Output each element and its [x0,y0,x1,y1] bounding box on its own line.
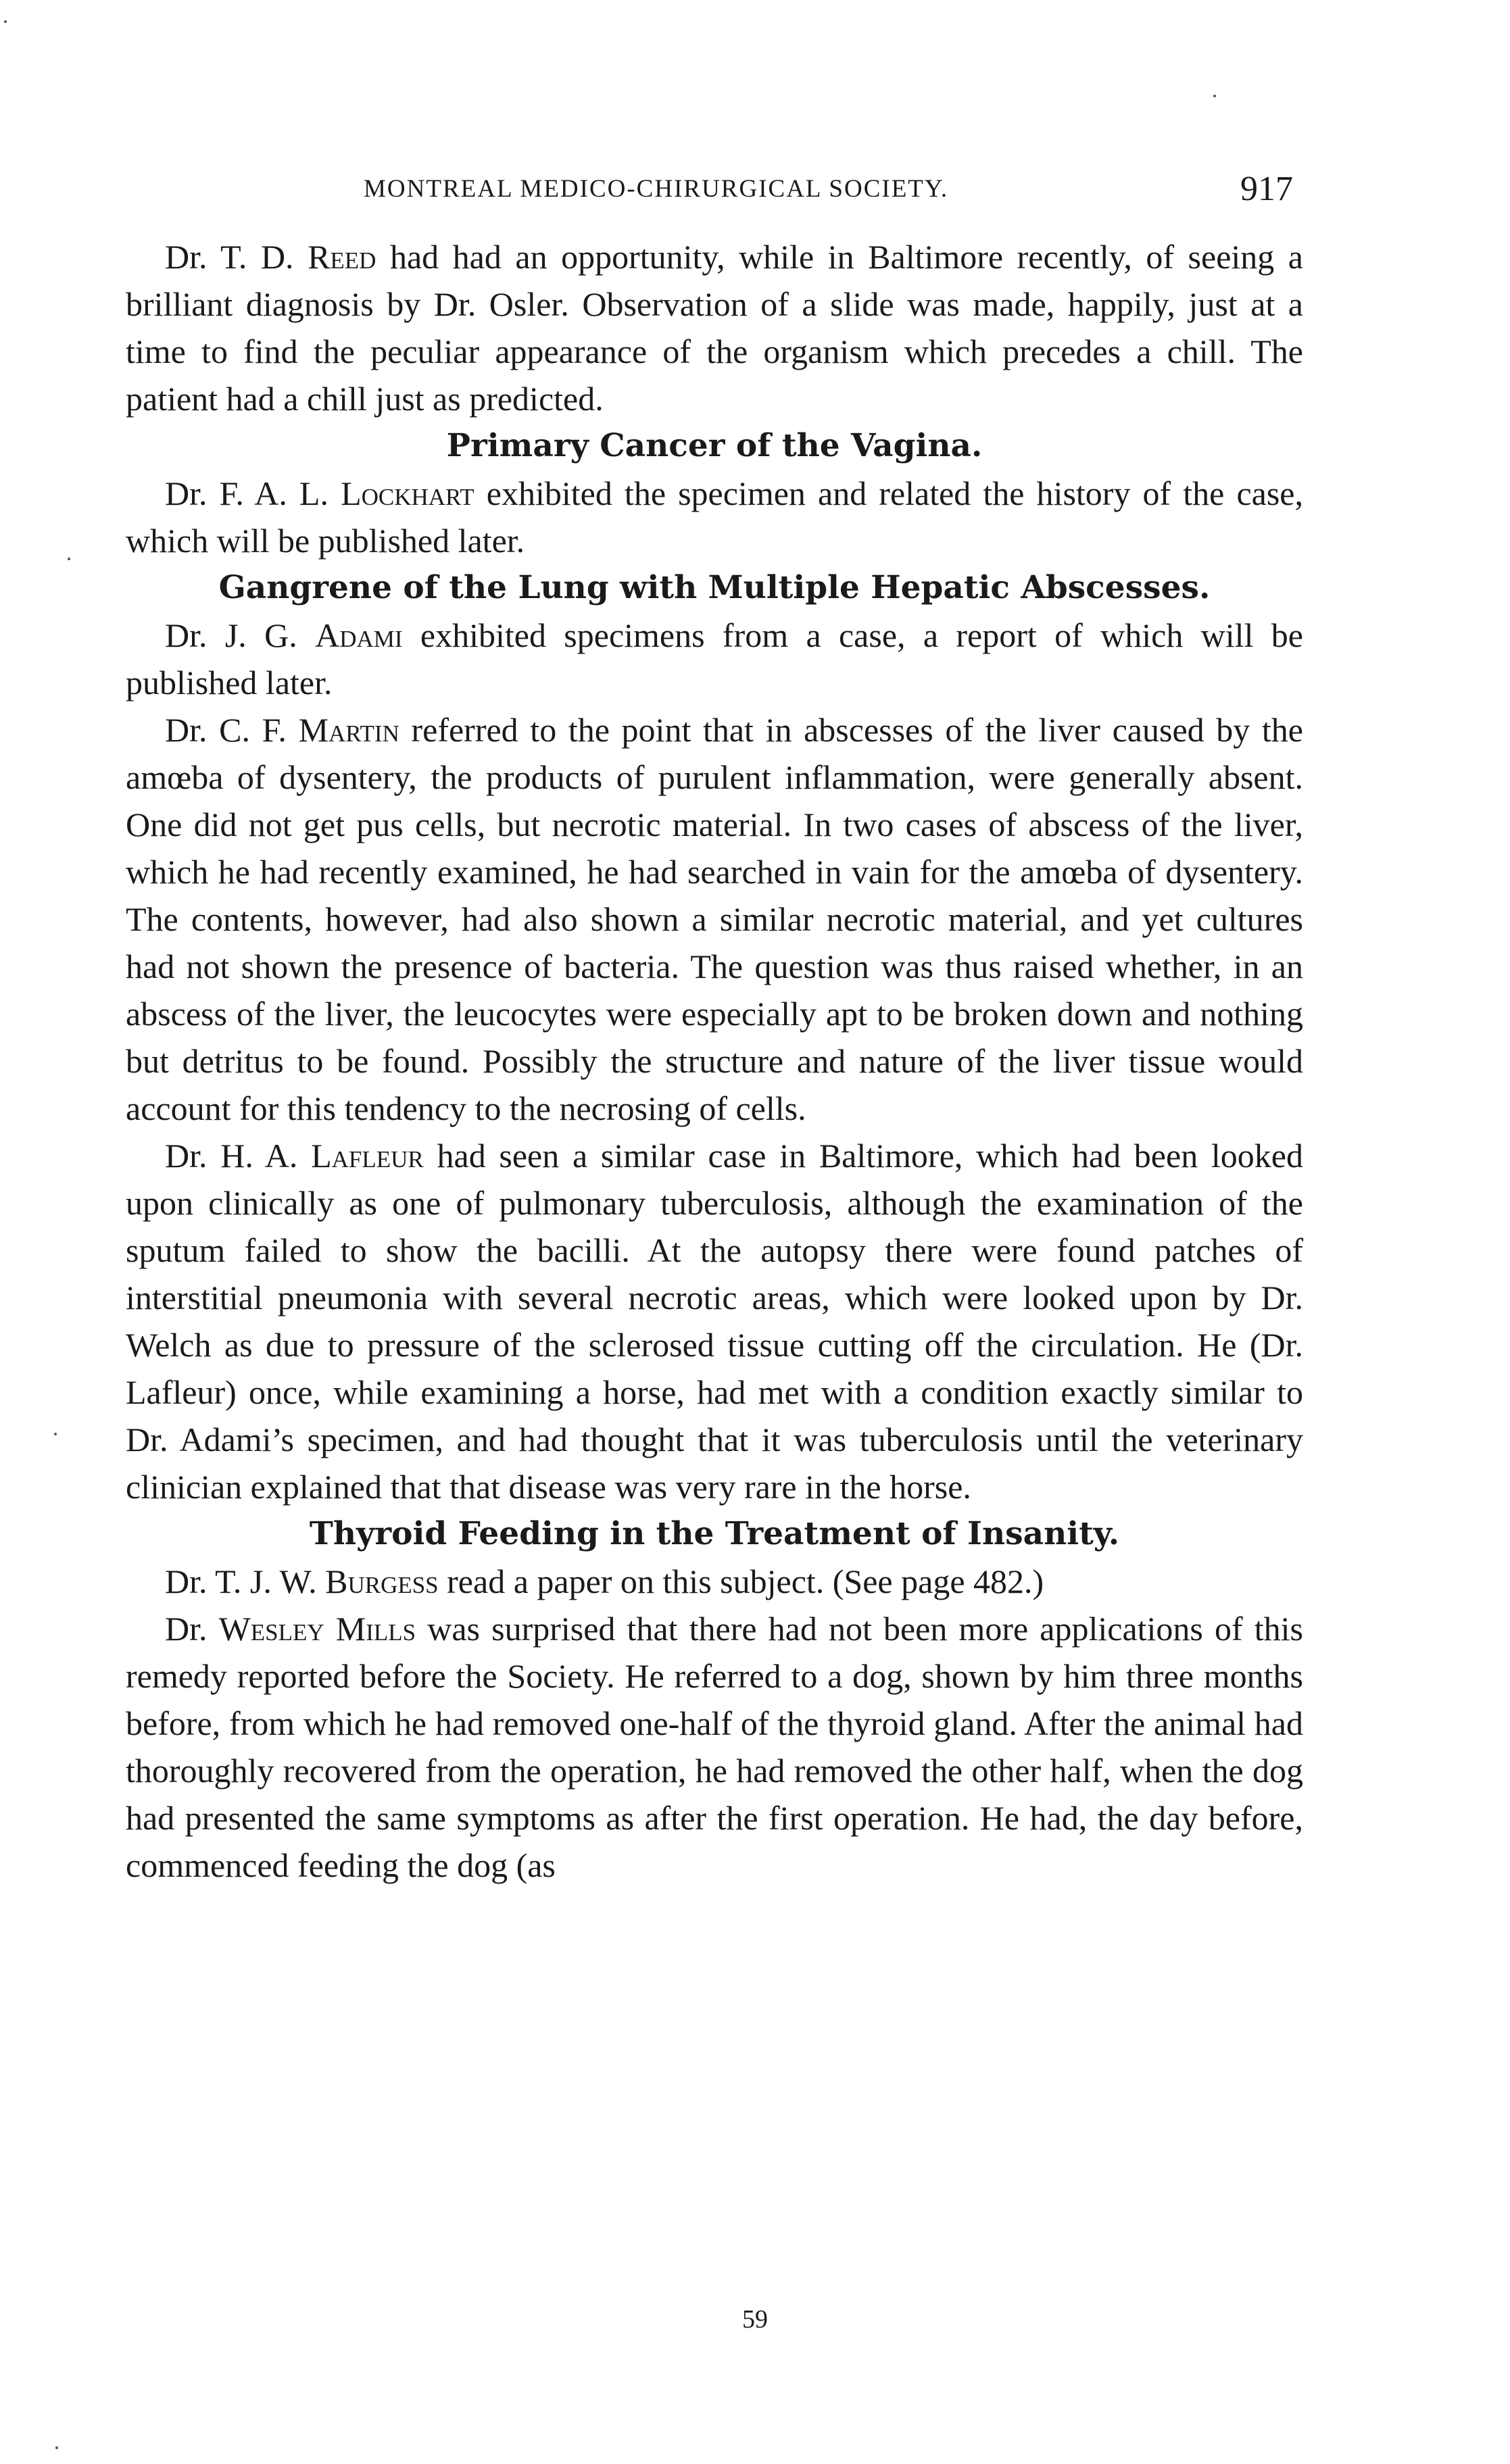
speaker-lead: Dr. T. D. [165,238,308,276]
paragraph-text: read a paper on this subject. (See page 482.) [438,1562,1044,1600]
paragraph-reed [126,233,1303,422]
speaker-lead: Dr. [165,1610,219,1648]
speaker-name: Martin [298,711,399,749]
paragraph-lafleur [126,1132,1303,1510]
speaker-name: Wesley Mills [218,1610,416,1648]
section-heading-thyroid: Thyroid Feeding in the Treatment of Insanity. [309,1515,1120,1552]
paragraph-lockhart [126,470,1303,564]
speaker-lead: Dr. J. G. [165,616,316,654]
page-number: 917 [1240,170,1293,208]
scan-speck [4,20,7,23]
paragraph-text: had seen a similar case in Baltimore, which had been looked upon clinically as one of pulmonary tuberculosis, although the examination of the sputum failed to show the bacilli. At the autopsy there were found patches of interstitial pneumonia with several necrotic areas, which were looked upon by Dr. Welch as due to pressure of the sclerosed tissue cutting off the circulation. He (Dr. Lafleur) once, while examining a horse, had met with a condition exactly similar to Dr. Adami’s specimen, and had thought that it was tuberculosis until the veterinary clinician explained that that disease was very rare in the horse. [126,1137,1303,1506]
paragraph-martin [126,706,1303,1132]
body-text [126,233,1303,1889]
speaker-name: Reed [308,238,376,276]
paragraph-burgess [126,1558,1303,1605]
scan-speck [68,558,70,560]
speaker-name: Burgess [325,1562,439,1600]
paragraph-text: referred to the point that in abscesses of the liver caused by the amœba of dysentery, the products of purulent inflammation, were generally absent. One did not get pus cells, but necrotic material. In two cases of abscess of the liver, which he had recently examined, he had searched in vain for the amœba of dysentery. The contents, however, had also shown a similar necrotic material, and yet cultures had not shown the presence of bacteria. The question was thus raised whether, in an abscess of the liver, the leucocytes were especially apt to be broken down and nothing but detritus to be found. Possibly the structure and nature of the liver tissue would account for this tendency to the necrosing of cells. [126,711,1303,1127]
speaker-lead: Dr. T. J. W. [165,1562,326,1600]
paragraph-text: had had an opportunity, while in Baltimore recently, of seeing a brilliant diagnosis by Dr. Osler. Observation of a slide was made, happily, just at a time to find the peculiar appearance of the organism which precedes a chill. The patient had a chill just as predicted. [126,238,1303,418]
paragraph-text: exhibited the specimen and related the history of the case, which will be published later. [126,474,1303,560]
paragraph-text: exhibited specimens from a case, a report of which will be published later. [126,616,1303,701]
speaker-name: Lafleur [311,1137,424,1175]
speaker-lead: Dr. F. A. L. [165,474,341,512]
scan-speck [54,1433,57,1435]
paragraph-mills [126,1605,1303,1889]
paragraph-adami [126,612,1303,706]
speaker-lead: Dr. C. F. [165,711,299,749]
section-heading-gangrene: Gangrene of the Lung with Multiple Hepatic Abscesses. [218,569,1211,606]
speaker-name: Adami [315,616,403,654]
paragraph-text: was surprised that there had not been more applications of this remedy reported before the Society. He referred to a dog, shown by him three months before, from which he had removed one-half of the thyroid gland. After the animal had thoroughly recovered from the operation, he had removed the other half, when the dog had presented the same symptoms as after the first operation. He had, the day before, commenced feeding the dog (as [126,1610,1303,1884]
speaker-lead: Dr. H. A. [165,1137,312,1175]
speaker-name: Lockhart [341,474,474,512]
section-heading-vagina: Primary Cancer of the Vagina. [446,427,983,464]
running-title: MONTREAL MEDICO-CHIRURGICAL SOCIETY. [364,175,949,203]
signature-mark: 59 [742,2305,768,2334]
scan-speck [55,2446,58,2449]
scan-speck [1213,95,1216,97]
